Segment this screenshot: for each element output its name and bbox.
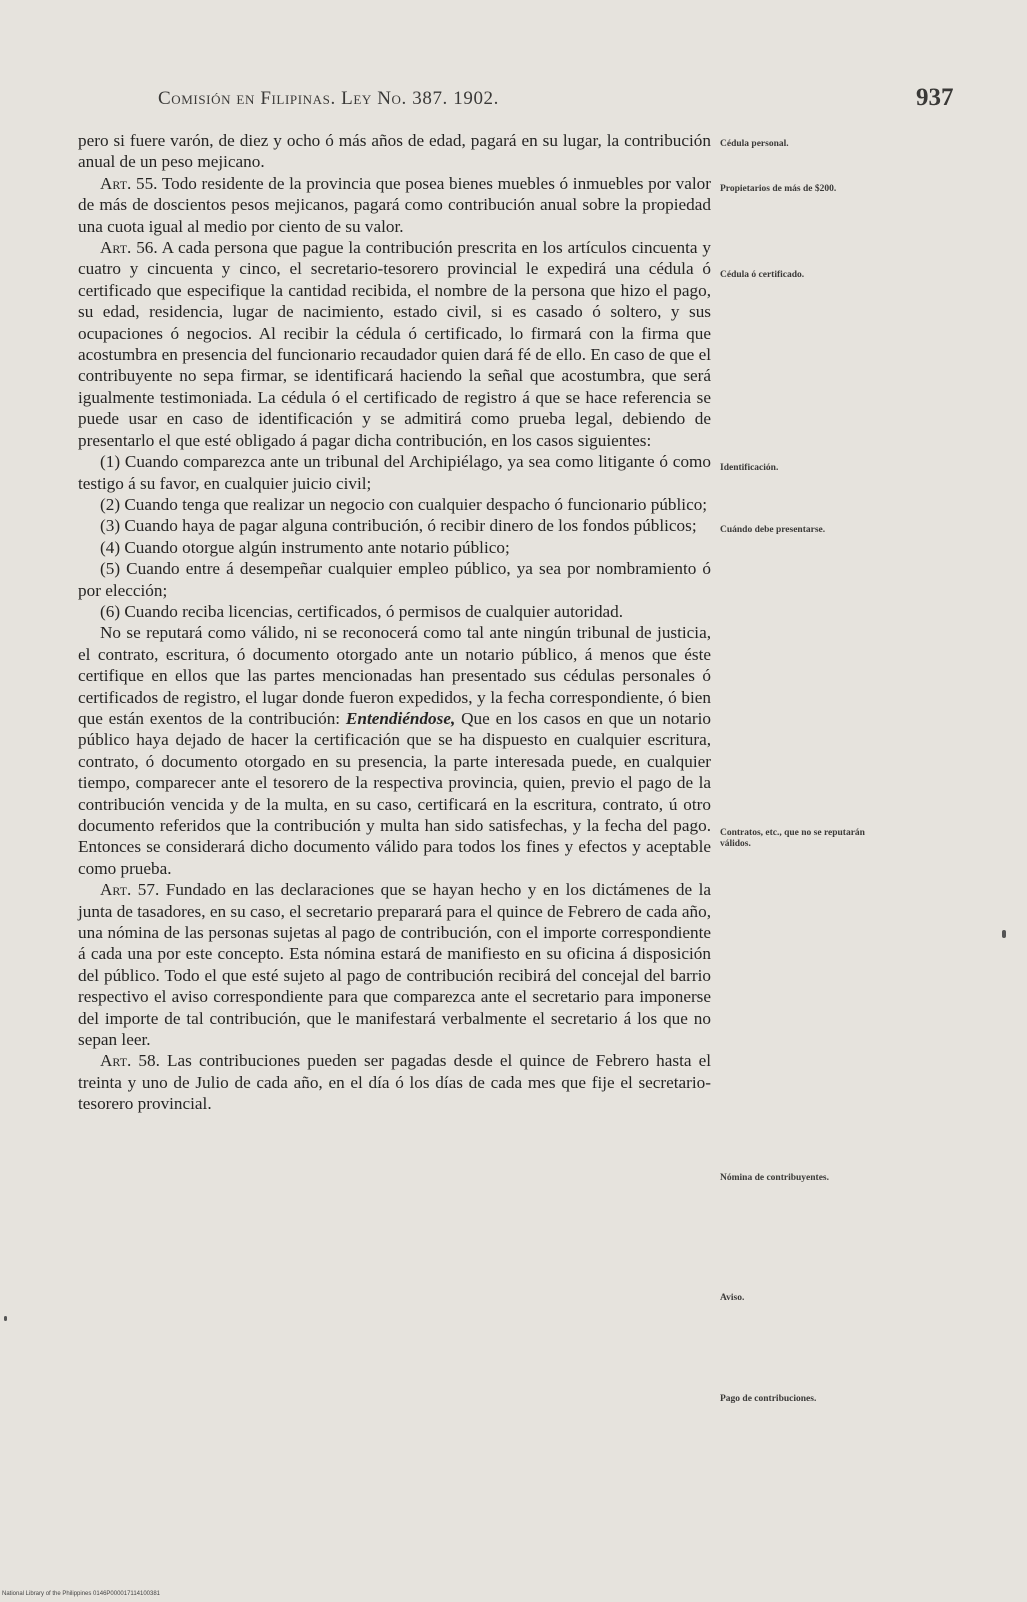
article-55-label: Art. 55. xyxy=(100,173,158,193)
article-57-text: Fundado en las declaraciones que se hayan hecho y en los dictámenes de la junta de tasadores, en su caso, el secretario preparará para el quince de Febrero de cada año, una nómina de las personas sujetas al pago de contribución, con el importe correspondiente á cada una por este concepto. Esta nómina estará de manifiesto en su oficina á disposición del público. Todo el que esté sujeto al pago de contribución recibirá del concejal del barrio respectivo el aviso correspondiente para que comparezca ante el secretario para imponerse del importe de tal contribución, que le manifestará verbalmente el secretario á los que no sepan leer. xyxy=(78,880,711,1050)
article-56 xyxy=(78,237,711,451)
body-text xyxy=(78,130,711,1115)
margin-note-cedula-certificado: Cédula ó certificado. xyxy=(720,270,805,280)
validity-text-b: Que en los casos en que un notario público haya dejado de hacer la certificación que se ha dispuesto en cualquier escritura, contrato, ó documento otorgado en su presencia, la parte interesada puede, en cualquier tiempo, comparecer ante el tesorero de la respectiva provincia, quien, previo el pago de la contribución vencida y de la multa, en su caso, certificará en la escritura, contrato, ú otro documento referidos que la contribución y multa han sido satisfechas, y la fecha del pago. Entonces se considerará dicho documento válido para todos los fines y efectos y aceptable como prueba. xyxy=(78,708,711,878)
case-item-1: (1) Cuando comparezca ante un tribunal del Archipiélago, ya sea como litigante ó como testigo á su favor, en cualquier juicio civil; xyxy=(78,452,711,493)
article-56-text: A cada persona que pague la contribución prescrita en los artículos cincuenta y cuatro y cincuenta y cinco, el secretario-tesorero provincial le expedirá una cédula ó certificado que especifique la cantidad recibida, el nombre de la persona que hizo el pago, su edad, residencia, lugar de nacimiento, estado civil, si es casado ó soltero, y sus ocupaciones ó negocios. Al recibir la cédula ó certificado, lo firmará con la firma que acostumbra en presencia del funcionario recaudador quien dará fé de ello. En caso de que el contribuyente no sepa firmar, se identificará haciendo la señal que acostumbra, que será igualmente testimoniada. La cédula ó el certificado de registro á que se hace referencia se puede usar en caso de identificación y se admitirá como prueba legal, debiendo de presentarlo el que esté obligado á pagar dicha contribución, en los casos siguientes: xyxy=(78,238,711,450)
margin-note-pago: Pago de contribuciones. xyxy=(720,1394,817,1404)
margin-note-cuando-presentarse: Cuándo debe presentarse. xyxy=(720,525,826,535)
margin-note-aviso: Aviso. xyxy=(720,1293,745,1303)
validity-text-a: No se reputará como válido, ni se reconocerá como tal ante ningún tribunal de justicia, el contrato, escritura, ó documento otorgado ante un notario público, á menos que éste certifique en ellos que las partes mencionadas han presentado sus cédulas personales ó certificados de registro, el lugar donde fueron expedidos, y la fecha correspondiente, ó bien que están exentos de la contribución: xyxy=(78,623,711,728)
article-57 xyxy=(78,879,711,1050)
article-58-text: Las contribuciones pueden ser pagadas desde el quince de Febrero hasta el treinta y uno de Julio de cada año, en el día ó los días de cada mes que fije el secretario-tesorero provincial. xyxy=(78,1051,711,1114)
margin-note-nomina: Nómina de contribuyentes. xyxy=(720,1173,829,1183)
running-head: Comisión en Filipinas. Ley No. 387. 1902. xyxy=(158,88,499,109)
article-58-label: Art. 58. xyxy=(100,1051,160,1071)
article-56-label: Art. 56. xyxy=(100,238,158,258)
article-57-label: Art. 57. xyxy=(100,880,160,900)
margin-note-cedula-personal: Cédula personal. xyxy=(720,139,789,149)
case-item-5: (5) Cuando entre á desempeñar cualquier empleo público, ya sea por nombramiento ó por elección; xyxy=(78,559,711,600)
footer-credit: National Library of the Philippines 0146P000017114100381 xyxy=(2,1591,161,1597)
page-number: 937 xyxy=(916,84,954,111)
margin-note-propietarios: Propietarios de más de $200. xyxy=(720,184,837,194)
margin-note-contratos: Contratos, etc., que no se reputarán válidos. xyxy=(720,828,865,849)
article-55 xyxy=(78,173,711,237)
case-item-3: (3) Cuando haya de pagar alguna contribución, ó recibir dinero de los fondos públicos; xyxy=(100,516,697,536)
validity-paragraph xyxy=(78,622,711,879)
scan-speck xyxy=(1002,930,1006,938)
paragraph-continuation: pero si fuere varón, de diez y ocho ó más años de edad, pagará en su lugar, la contribución anual de un peso mejicano. xyxy=(78,131,711,172)
margin-note-identificacion: Identificación. xyxy=(720,463,779,473)
scan-speck xyxy=(4,1316,7,1321)
case-item-2: (2) Cuando tenga que realizar un negocio con cualquier despacho ó funcionario público; xyxy=(100,494,708,514)
article-58 xyxy=(78,1050,711,1114)
article-55-text: Todo residente de la provincia que posea bienes muebles ó inmuebles por valor de más de doscientos pesos mejicanos, pagará como contribución anual sobre la propiedad una cuota igual al medio por ciento de su valor. xyxy=(78,173,711,236)
validity-emphasis: Entendiéndose, xyxy=(345,708,456,728)
case-item-6: (6) Cuando reciba licencias, certificados, ó permisos de cualquier autoridad. xyxy=(100,601,624,621)
case-item-4: (4) Cuando otorgue algún instrumento ante notario público; xyxy=(100,537,510,557)
